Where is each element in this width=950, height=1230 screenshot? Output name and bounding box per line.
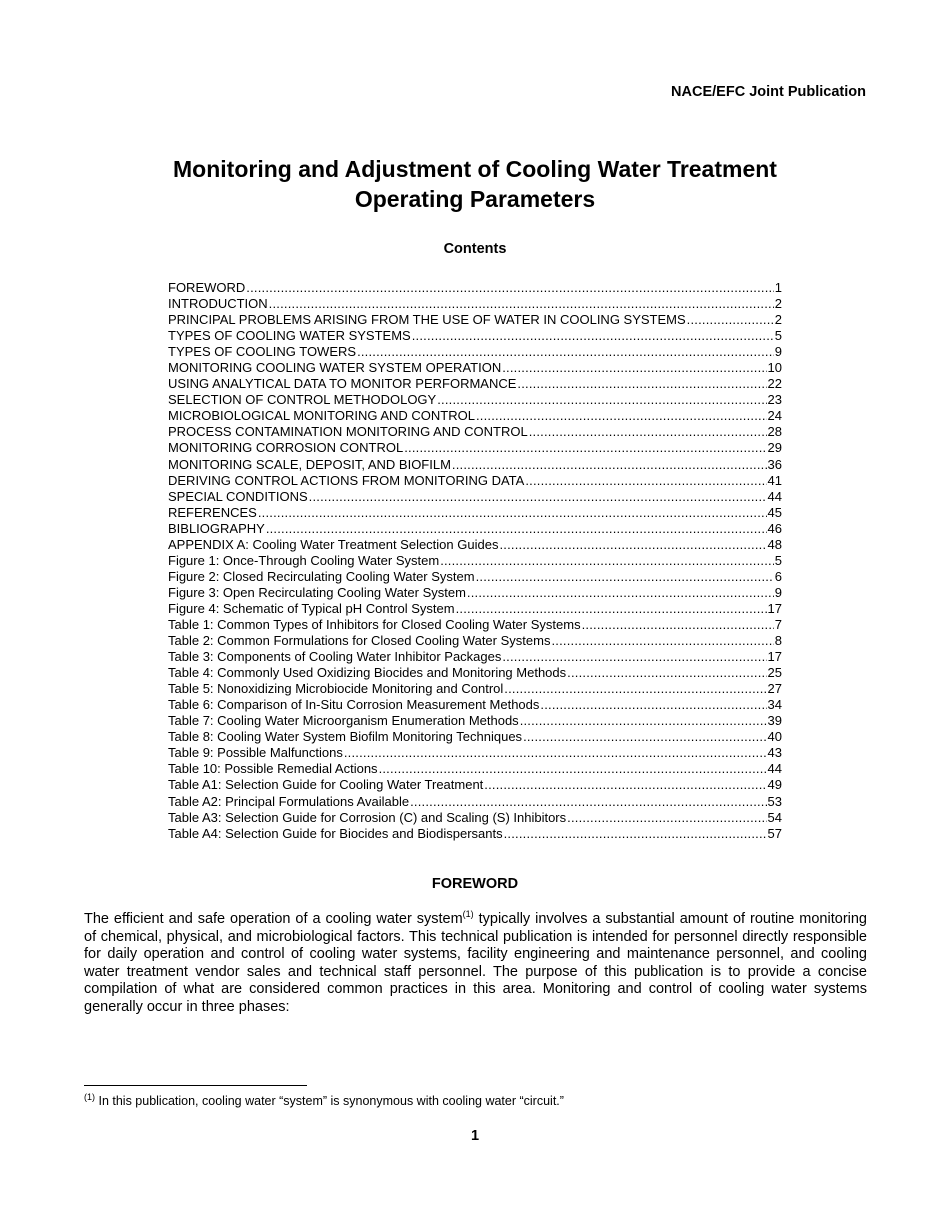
toc-entry-title: MONITORING CORROSION CONTROL <box>168 440 404 456</box>
toc-entry-page: 10 <box>767 360 782 376</box>
toc-dot-leader <box>567 665 766 681</box>
toc-entry-page: 45 <box>767 504 782 520</box>
footnote <box>84 1091 867 1108</box>
toc-entry[interactable] <box>168 312 782 328</box>
document-title-line-1: Monitoring and Adjustment of Cooling Water Treatment <box>173 156 777 182</box>
toc-entry[interactable] <box>168 569 782 585</box>
toc-dot-leader <box>412 328 774 344</box>
toc-entry[interactable] <box>168 376 782 392</box>
toc-entry[interactable] <box>168 473 782 489</box>
toc-entry-title: USING ANALYTICAL DATA TO MONITOR PERFORMANCE <box>168 376 517 392</box>
toc-entry-title: APPENDIX A: Cooling Water Treatment Selection Guides <box>168 536 499 552</box>
toc-entry-title: TYPES OF COOLING WATER SYSTEMS <box>168 328 411 344</box>
toc-entry-title: Table 4: Commonly Used Oxidizing Biocides and Monitoring Methods <box>168 665 567 681</box>
toc-entry-title: Figure 1: Once-Through Cooling Water System <box>168 552 440 568</box>
toc-entry-title: Table 7: Cooling Water Microorganism Enumeration Methods <box>168 713 519 729</box>
toc-dot-leader <box>567 810 766 826</box>
toc-dot-leader <box>540 697 766 713</box>
toc-entry[interactable] <box>168 794 782 810</box>
toc-entry-page: 34 <box>767 697 782 713</box>
toc-entry[interactable] <box>168 424 782 440</box>
toc-entry[interactable] <box>168 649 782 665</box>
toc-entry-page: 28 <box>767 424 782 440</box>
publication-label: NACE/EFC Joint Publication <box>671 84 866 100</box>
toc-entry[interactable] <box>168 810 782 826</box>
toc-entry-page: 41 <box>767 472 782 488</box>
toc-entry-title: MICROBIOLOGICAL MONITORING AND CONTROL <box>168 408 475 424</box>
toc-entry[interactable] <box>168 601 782 617</box>
toc-dot-leader <box>437 392 766 408</box>
toc-entry[interactable] <box>168 729 782 745</box>
toc-entry-title: SPECIAL CONDITIONS <box>168 488 308 504</box>
toc-entry-page: 40 <box>767 729 782 745</box>
toc-dot-leader <box>266 521 767 537</box>
toc-entry-page: 43 <box>767 745 782 761</box>
toc-entry-page: 2 <box>774 312 782 328</box>
toc-entry-title: BIBLIOGRAPHY <box>168 520 265 536</box>
toc-entry-page: 54 <box>767 809 782 825</box>
toc-dot-leader <box>502 649 766 665</box>
toc-dot-leader <box>687 312 774 328</box>
toc-dot-leader <box>525 473 766 489</box>
toc-dot-leader <box>410 794 766 810</box>
toc-entry-page: 23 <box>767 392 782 408</box>
toc-dot-leader <box>344 745 767 761</box>
toc-entry-title: Table 2: Common Formulations for Closed Cooling Water Systems <box>168 633 551 649</box>
toc-entry[interactable] <box>168 440 782 456</box>
toc-entry[interactable] <box>168 505 782 521</box>
toc-entry-page: 27 <box>767 681 782 697</box>
toc-entry-title: Table 9: Possible Malfunctions <box>168 745 343 761</box>
toc-dot-leader <box>504 681 766 697</box>
toc-entry[interactable] <box>168 553 782 569</box>
toc-entry[interactable] <box>168 617 782 633</box>
toc-dot-leader <box>520 713 767 729</box>
toc-entry-page: 39 <box>767 713 782 729</box>
page-number: 1 <box>470 1128 480 1144</box>
footnote-text: In this publication, cooling water “system” is synonymous with cooling water “circuit.” <box>95 1094 564 1108</box>
toc-entry[interactable] <box>168 392 782 408</box>
toc-entry-page: 8 <box>774 633 782 649</box>
toc-entry-title: Table 3: Components of Cooling Water Inhibitor Packages <box>168 649 502 665</box>
toc-entry-title: PRINCIPAL PROBLEMS ARISING FROM THE USE OF WATER IN COOLING SYSTEMS <box>168 312 686 328</box>
toc-entry[interactable] <box>168 713 782 729</box>
toc-dot-leader <box>440 553 774 569</box>
toc-dot-leader <box>499 537 766 553</box>
toc-entry-page: 49 <box>767 777 782 793</box>
toc-entry-title: SELECTION OF CONTROL METHODOLOGY <box>168 392 437 408</box>
toc-dot-leader <box>269 296 774 312</box>
toc-dot-leader <box>502 360 766 376</box>
toc-entry[interactable] <box>168 633 782 649</box>
toc-dot-leader <box>467 585 774 601</box>
toc-dot-leader <box>456 601 767 617</box>
toc-entry[interactable] <box>168 665 782 681</box>
toc-dot-leader <box>476 408 767 424</box>
toc-entry-title: Table A1: Selection Guide for Cooling Water Treatment <box>168 777 484 793</box>
toc-entry-page: 9 <box>774 344 782 360</box>
toc-entry-page: 44 <box>767 488 782 504</box>
toc-entry[interactable] <box>168 457 782 473</box>
toc-entry-title: Figure 3: Open Recirculating Cooling Water System <box>168 584 466 600</box>
toc-entry-page: 48 <box>767 536 782 552</box>
toc-entry-page: 6 <box>774 568 782 584</box>
toc-entry-title: INTRODUCTION <box>168 296 268 312</box>
document-title <box>0 154 950 214</box>
toc-dot-leader <box>452 457 767 473</box>
toc-entry-page: 36 <box>767 456 782 472</box>
toc-dot-leader <box>582 617 774 633</box>
foreword-paragraph <box>84 911 867 1017</box>
toc-entry-title: Table 6: Comparison of In-Situ Corrosion Measurement Methods <box>168 697 540 713</box>
toc-entry-title: MONITORING COOLING WATER SYSTEM OPERATION <box>168 360 502 376</box>
toc-dot-leader <box>357 344 774 360</box>
toc-entry-title: DERIVING CONTROL ACTIONS FROM MONITORING DATA <box>168 472 525 488</box>
toc-entry[interactable] <box>168 328 782 344</box>
toc-dot-leader <box>258 505 767 521</box>
toc-entry-page: 7 <box>774 616 782 632</box>
toc-entry-page: 17 <box>767 600 782 616</box>
toc-entry-page: 9 <box>774 584 782 600</box>
toc-entry[interactable] <box>168 761 782 777</box>
toc-entry-title: FOREWORD <box>168 280 246 295</box>
toc-entry-title: Table A3: Selection Guide for Corrosion (C) and Scaling (S) Inhibitors <box>168 809 567 825</box>
toc-entry-page: 57 <box>767 825 782 841</box>
toc-entry[interactable] <box>168 745 782 761</box>
toc-entry[interactable] <box>168 408 782 424</box>
document-title-line-2: Operating Parameters <box>354 186 596 212</box>
table-of-contents <box>168 280 782 842</box>
toc-entry-title: MONITORING SCALE, DEPOSIT, AND BIOFILM <box>168 456 451 472</box>
toc-entry-title: Table 5: Nonoxidizing Microbiocide Monitoring and Control <box>168 681 504 697</box>
toc-entry[interactable] <box>168 777 782 793</box>
toc-dot-leader <box>484 777 766 793</box>
toc-entry[interactable] <box>168 521 782 537</box>
toc-entry-page: 17 <box>767 649 782 665</box>
toc-entry-title: Figure 4: Schematic of Typical pH Control System <box>168 600 455 616</box>
toc-dot-leader <box>523 729 766 745</box>
toc-entry[interactable] <box>168 585 782 601</box>
foreword-text-start: The efficient and safe operation of a cooling water system <box>84 911 463 927</box>
toc-entry-page: 25 <box>767 665 782 681</box>
toc-dot-leader <box>504 826 767 842</box>
toc-entry-page: 53 <box>767 793 782 809</box>
toc-entry-title: Table A2: Principal Formulations Available <box>168 793 410 809</box>
toc-dot-leader <box>517 376 766 392</box>
toc-entry-page: 1 <box>774 280 782 295</box>
contents-heading: Contents <box>443 241 507 257</box>
toc-dot-leader <box>551 633 773 649</box>
toc-dot-leader <box>476 569 774 585</box>
toc-dot-leader <box>529 424 767 440</box>
toc-dot-leader <box>404 440 766 456</box>
toc-entry-title: Table 8: Cooling Water System Biofilm Monitoring Techniques <box>168 729 523 745</box>
toc-entry[interactable] <box>168 681 782 697</box>
footnote-marker: (1) <box>84 1091 95 1102</box>
toc-dot-leader <box>246 280 773 296</box>
toc-entry-title: TYPES OF COOLING TOWERS <box>168 344 357 360</box>
toc-entry-page: 44 <box>767 761 782 777</box>
toc-entry-title: Table 1: Common Types of Inhibitors for Closed Cooling Water Systems <box>168 616 581 632</box>
toc-entry[interactable] <box>168 360 782 376</box>
toc-entry[interactable] <box>168 489 782 505</box>
foreword-heading: FOREWORD <box>431 876 519 892</box>
toc-entry-page: 46 <box>767 520 782 536</box>
toc-entry-title: Table A4: Selection Guide for Biocides and Biodispersants <box>168 825 503 841</box>
toc-entry[interactable] <box>168 296 782 312</box>
toc-dot-leader <box>309 489 767 505</box>
toc-entry[interactable] <box>168 537 782 553</box>
toc-entry-title: REFERENCES <box>168 504 257 520</box>
foreword-text-rest: typically involves a substantial amount of routine monitoring of chemical, physical, and microbiological factors. This technical publication is intended for personnel directly responsible for daily operation and control of cooling water systems, facility engineering and maintenance personnel, and cooling water treatment vendor sales and technical staff personnel. The purpose of this publication is to provide a concise compilation of what are considered common practices in this area. Monitoring and control of cooling water systems generally occur in three phases: <box>84 911 867 1015</box>
toc-entry-page: 29 <box>767 440 782 456</box>
toc-entry-page: 2 <box>774 296 782 312</box>
toc-entry[interactable] <box>168 344 782 360</box>
toc-entry-page: 5 <box>774 552 782 568</box>
toc-entry[interactable] <box>168 697 782 713</box>
footnote-divider <box>84 1085 307 1086</box>
footnote-reference: (1) <box>462 909 474 920</box>
toc-dot-leader <box>379 761 767 777</box>
toc-entry[interactable] <box>168 280 782 296</box>
toc-entry-page: 5 <box>774 328 782 344</box>
toc-entry[interactable] <box>168 826 782 842</box>
toc-entry-title: Table 10: Possible Remedial Actions <box>168 761 378 777</box>
toc-entry-page: 22 <box>767 376 782 392</box>
toc-entry-title: Figure 2: Closed Recirculating Cooling Water System <box>168 568 475 584</box>
toc-entry-page: 24 <box>767 408 782 424</box>
toc-entry-title: PROCESS CONTAMINATION MONITORING AND CONTROL <box>168 424 528 440</box>
